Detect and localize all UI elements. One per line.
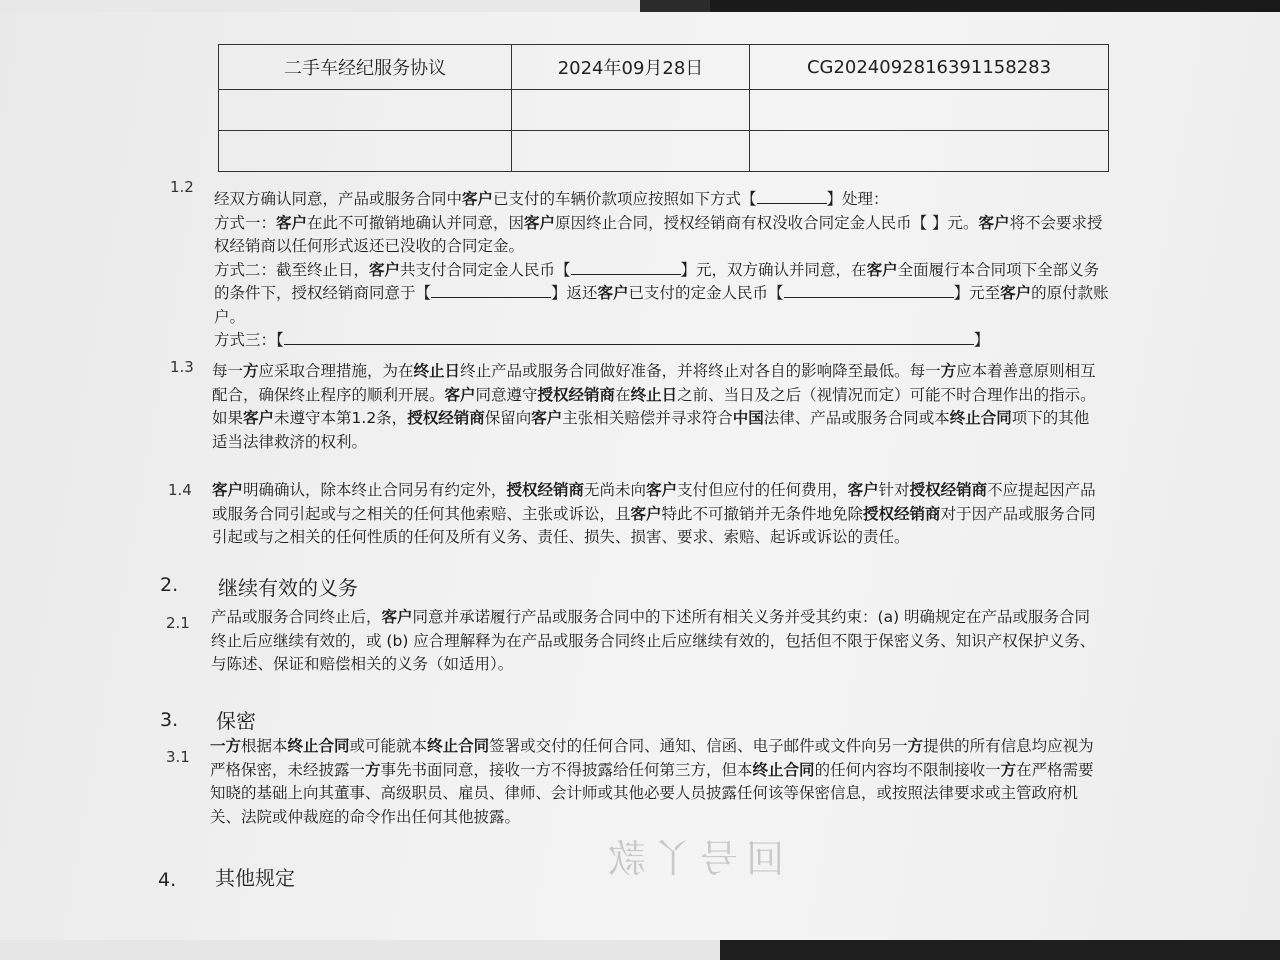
text: 的条件下，授权经销商同意于【 [214, 284, 432, 302]
table-cell [219, 90, 512, 131]
clause-line [214, 282, 1164, 306]
clause-line: 引起或与之相关的任何性质的任何及所有义务、责任、损失、损害、要求、索赔、起诉或诉讼的责任。 [212, 528, 910, 546]
clause-line: 与陈述、保证和赔偿相关的义务（如适用）。 [211, 655, 514, 673]
text: 应采取合理措施，为在 [258, 362, 414, 380]
clause-line [214, 329, 1164, 353]
text: 提供的所有信息均应视为 [923, 737, 1094, 755]
term-dealer: 授权经销商 [537, 385, 616, 404]
header-table [218, 44, 1109, 172]
text: 特此不可撤销并无条件地免除 [661, 504, 864, 523]
clause-line [210, 735, 1170, 759]
text: 无尚未向 [584, 481, 647, 499]
table-cell [512, 90, 750, 131]
text: 的原付款账 [1031, 284, 1109, 302]
term-customer: 客户 [444, 385, 476, 404]
text: 方式三：【 [214, 331, 284, 349]
term-dealer: 授权经销商 [863, 504, 941, 523]
text: 共支付合同定金人民币【 [400, 260, 571, 279]
clause-line [214, 259, 1164, 283]
clause-line [214, 212, 1164, 236]
text: 】处理： [826, 190, 889, 208]
text: 每一 [212, 362, 244, 380]
clause-line [212, 479, 1167, 503]
clause-line [211, 606, 1171, 630]
blank-field [431, 283, 551, 298]
clause-number: 3.1 [166, 748, 190, 766]
term-party: 方 [1000, 760, 1017, 779]
text: 同意遵守 [475, 385, 538, 404]
text: 之前、当日及之后（视情况而定）可能不时合理作出的指示。 [677, 385, 1096, 404]
text: 原因终止合同，授权经销商有权没收合同定金人民币【 】元。 [555, 213, 979, 232]
term-end-contract: 终止合同 [752, 760, 815, 779]
term-end-contract: 终止合同 [427, 737, 490, 755]
clause-number: 1.4 [168, 481, 192, 499]
text: 支付但应付的任何费用， [677, 481, 848, 499]
clause-number: 1.2 [170, 178, 194, 196]
term-end-day: 终止日 [413, 362, 461, 380]
date-cell: 2024年09月28日 [512, 45, 750, 90]
table-cell [750, 131, 1109, 172]
clause-number: 2.1 [166, 614, 190, 632]
term-dealer: 授权经销商 [909, 481, 988, 499]
text: 对于因产品或服务合同 [940, 504, 1096, 523]
text: 终止产品或服务合同做好准备，并将终止对各自的影响降至最低。每一 [460, 362, 941, 380]
text: 保留向 [484, 409, 532, 427]
clause-line [210, 759, 1170, 783]
clause-line: 适当法律救济的权利。 [212, 432, 368, 451]
term-customer: 客户 [866, 260, 898, 279]
section-title: 其他规定 [215, 866, 295, 890]
text: 或服务合同引起或与之相关的任何其他索赔、主张或诉讼，且 [212, 504, 631, 523]
blank-field [784, 283, 954, 298]
text: 同意并承诺履行产品或服务合同中的下述所有相关义务并受其约束：(a) 明确规定在产品或服务合同 [412, 608, 1091, 626]
term-party: 方 [940, 362, 957, 380]
text: 将不会要求授 [1009, 213, 1103, 232]
term-customer: 客户 [531, 409, 563, 427]
clause-number: 1.3 [170, 358, 194, 376]
term-customer: 客户 [847, 481, 879, 499]
section-number: 2. [160, 574, 179, 596]
text: 明确确认，除本终止合同另有约定外， [243, 481, 507, 499]
clause-line: 终止后应继续有效的，或 (b) 应合理解释为在产品或服务合同终止后应继续有效的，包括但不限于保密义务、知识产权保护义务、 [211, 631, 1096, 650]
text: 主张相关赔偿并寻求符合 [562, 409, 733, 427]
clause-1-4 [212, 479, 1167, 550]
text: 经双方确认同意，产品或服务合同中 [214, 190, 463, 208]
clause-line: 权经销商以任何形式返还已没收的合同定金。 [214, 237, 525, 255]
term-dealer: 授权经销商 [407, 409, 485, 427]
clause-1-3 [212, 360, 1162, 454]
term-china: 中国 [732, 409, 764, 427]
term-customer: 客户 [369, 260, 401, 279]
clause-line [212, 407, 1162, 431]
clause-line: 知晓的基础上向其董事、高级职员、雇员、律师、会计师或其他必要人员披露任何该等保密信息，或按照法律要求或主管政府机 [210, 784, 1079, 802]
table-cell [750, 90, 1109, 131]
text: 事先书面同意，接收一方不得披露给任何第三方，但本 [380, 760, 753, 779]
text: 法律、产品或服务合同或本 [763, 409, 950, 427]
term-end-contract: 终止合同 [949, 409, 1012, 427]
bleed-through-mark: 回号丫款 [600, 837, 785, 881]
blank-field [571, 260, 681, 275]
term-customer: 客户 [597, 284, 629, 302]
term-end-day: 终止日 [630, 385, 678, 404]
section-number: 4. [158, 869, 177, 891]
table-cell [219, 131, 512, 172]
term-customer: 客户 [646, 481, 678, 499]
term-dealer: 授权经销商 [506, 481, 585, 499]
text: 针对 [878, 481, 910, 499]
text: 产品或服务合同终止后， [211, 608, 382, 626]
text: 应本着善意原则相互 [956, 362, 1096, 380]
text: 不应提起因产品 [987, 481, 1096, 499]
term-customer: 客户 [1000, 284, 1032, 302]
text: 严格保密，未经披露一 [210, 760, 366, 779]
table-cell [512, 131, 750, 172]
text: 在此不可撤销地确认并同意，因 [307, 213, 525, 232]
text: 未遵守本第1.2条， [274, 409, 408, 427]
text: 方式二：截至终止日， [214, 260, 370, 279]
term-party: 方 [243, 362, 259, 380]
term-customer: 客户 [630, 504, 662, 523]
term-customer: 客户 [978, 213, 1010, 232]
text: 配合，确保终止程序的顺利开展。 [212, 385, 445, 404]
text: 方式一： [214, 213, 277, 232]
text: 或可能就本 [349, 737, 428, 755]
clause-line [212, 360, 1162, 384]
term-party: 方 [365, 760, 381, 779]
term-end-contract: 终止合同 [287, 737, 350, 755]
term-customer: 客户 [462, 190, 494, 208]
doc-title-cell: 二手车经纪服务协议 [219, 45, 512, 90]
text: 全面履行本合同项下全部义务 [897, 260, 1100, 279]
section-title: 保密 [216, 709, 256, 733]
text: 根据本 [241, 737, 288, 755]
text: 】 [973, 331, 990, 349]
term-customer: 客户 [243, 409, 275, 427]
clause-1-2 [214, 188, 1164, 353]
text: 签署或交付的任何合同、通知、信函、电子邮件或文件向另一 [489, 737, 908, 755]
term-customer: 客户 [212, 481, 244, 499]
term-one-party: 一方 [210, 737, 242, 755]
term-customer: 客户 [276, 213, 308, 232]
text: 】元至 [953, 284, 1001, 302]
text: 在严格需要 [1016, 760, 1094, 779]
clause-line [212, 384, 1162, 408]
text: 】返还 [551, 284, 598, 302]
term-party: 方 [907, 737, 924, 755]
text: 在 [615, 385, 631, 404]
section-number: 3. [160, 709, 179, 731]
clause-line [214, 188, 1164, 212]
text: 的任何内容均不限制接收一 [814, 760, 1001, 779]
clause-3-1 [210, 735, 1170, 829]
clause-line: 关、法院或仲裁庭的命令作出任何其他披露。 [210, 807, 521, 826]
text: 如果 [212, 409, 244, 427]
contract-number-cell: CG2024092816391158283 [750, 45, 1109, 90]
section-title: 继续有效的义务 [218, 576, 358, 600]
text: 】元，双方确认并同意，在 [680, 260, 867, 279]
text: 项下的其他 [1011, 409, 1090, 427]
term-customer: 客户 [524, 213, 556, 232]
text: 已支付的定金人民币【 [628, 284, 784, 302]
blank-field [757, 189, 827, 204]
blank-field [284, 330, 974, 345]
clause-line: 户。 [214, 307, 246, 326]
term-customer: 客户 [381, 608, 413, 626]
text: 已支付的车辆价款项应按照如下方式【 [493, 190, 757, 208]
clause-2-1 [211, 606, 1171, 677]
clause-line [212, 503, 1167, 527]
